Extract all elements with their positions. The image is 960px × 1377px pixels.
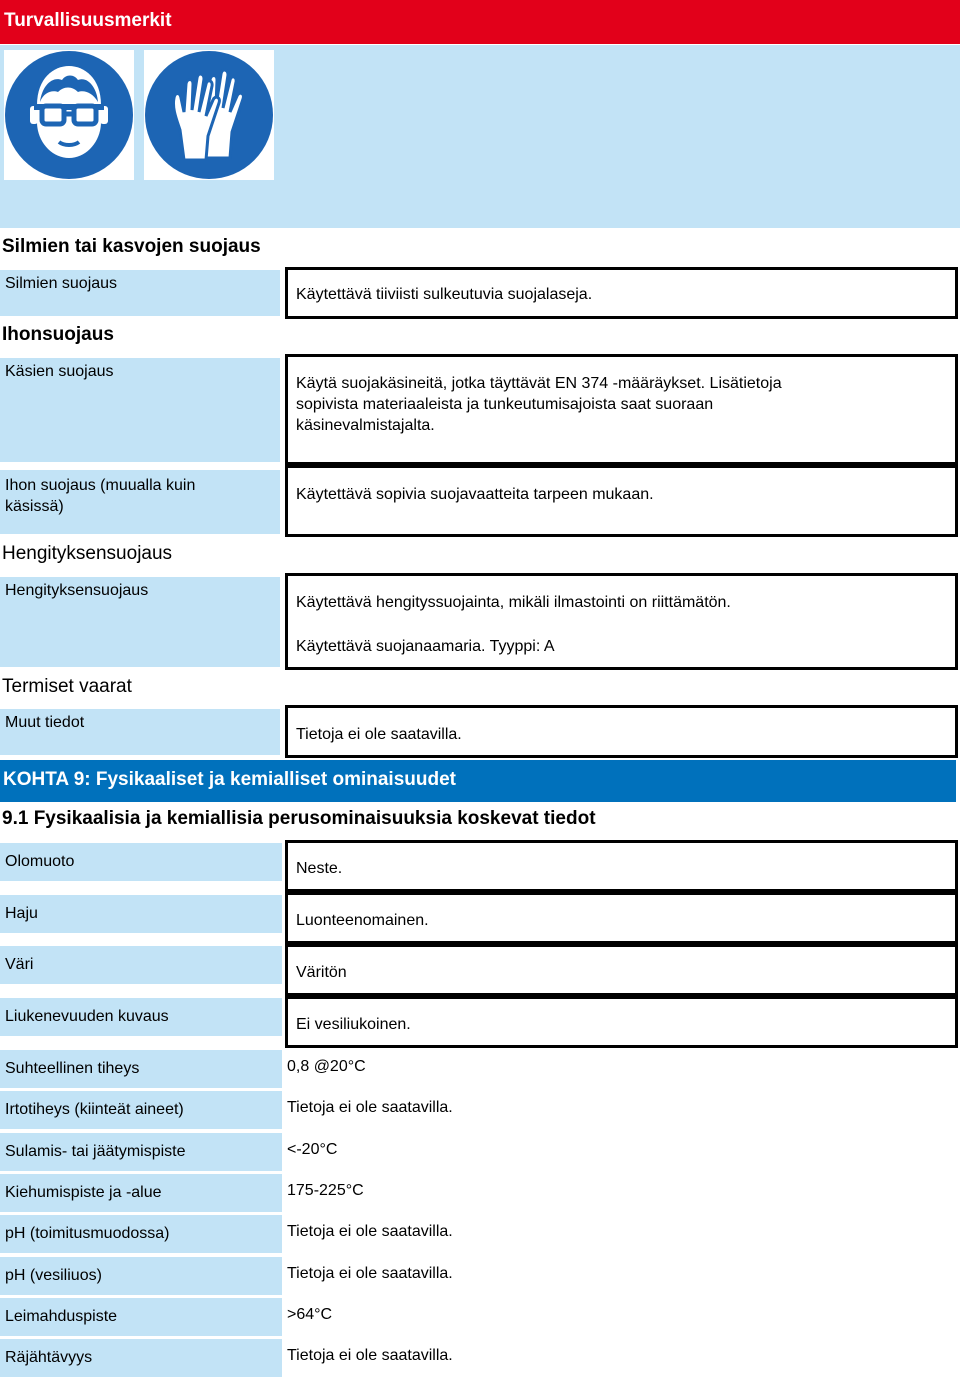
- property-value: >64°C: [287, 1306, 333, 1323]
- header-title: Turvallisuusmerkit: [4, 10, 172, 31]
- section-9-bar: [0, 760, 956, 802]
- property-value-box: [285, 944, 958, 996]
- property-label: Irtotiheys (kiinteät aineet): [0, 1091, 282, 1129]
- property-value: Luonteenomainen.: [296, 912, 429, 929]
- hand-protection-line: sopivista materiaaleista ja tunkeutumisajoista saat suoraan: [296, 396, 714, 413]
- property-value: 0,8 @20°C: [287, 1058, 366, 1075]
- body-protection-label-line: Ihon suojaus (muualla kuin: [5, 477, 196, 494]
- property-value: Tietoja ei ole saatavilla.: [287, 1099, 453, 1116]
- section-9-title: KOHTA 9: Fysikaaliset ja kemialliset ominaisuudet: [3, 769, 456, 790]
- body-protection-value-box: [285, 465, 958, 537]
- eye-protection-label: Silmien suojaus: [0, 270, 280, 316]
- thermal-other-value-box: [285, 705, 958, 758]
- eye-protection-heading: Silmien tai kasvojen suojaus: [2, 236, 261, 257]
- thermal-other-label: Muut tiedot: [0, 709, 280, 755]
- eye-protection-value: Käytettävä tiiviisti sulkeutuvia suojalaseja.: [296, 286, 593, 303]
- property-label: Haju: [0, 895, 282, 933]
- hand-protection-icon: [144, 50, 274, 180]
- property-value: Ei vesiliukoinen.: [296, 1016, 411, 1033]
- property-label: pH (toimitusmuodossa): [0, 1215, 282, 1253]
- property-value-box: [285, 892, 958, 944]
- property-label: Liukenevuuden kuvaus: [0, 998, 282, 1036]
- property-label: Sulamis- tai jäätymispiste: [0, 1133, 282, 1171]
- hand-protection-label: Käsien suojaus: [0, 358, 280, 462]
- property-label: Kiehumispiste ja -alue: [0, 1174, 282, 1212]
- respiratory-protection-heading: Hengityksensuojaus: [2, 543, 173, 564]
- hand-protection-line: Käytä suojakäsineitä, jotka täyttävät EN 374 -määräykset. Lisätietoja: [296, 375, 782, 392]
- property-value-box: [285, 996, 958, 1048]
- hand-protection-line: käsinevalmistajalta.: [296, 417, 435, 434]
- property-value: 175-225°C: [287, 1182, 364, 1199]
- header-bar: [0, 0, 960, 44]
- property-value: Väritön: [296, 964, 347, 981]
- property-value: Tietoja ei ole saatavilla.: [287, 1265, 453, 1282]
- section-9-subtitle: 9.1 Fysikaalisia ja kemiallisia perusominaisuuksia koskevat tiedot: [2, 808, 596, 829]
- property-label: Leimahduspiste: [0, 1298, 282, 1336]
- property-label: pH (vesiliuos): [0, 1257, 282, 1295]
- respiratory-protection-label: Hengityksensuojaus: [0, 577, 280, 667]
- property-value: <-20°C: [287, 1141, 338, 1158]
- body-protection-value: Käytettävä sopivia suojavaatteita tarpeen mukaan.: [296, 486, 654, 503]
- hand-protection-value: [296, 373, 782, 436]
- respiratory-protection-value: Käytettävä hengityssuojainta, mikäli ilmastointi on riittämätön.: [296, 594, 731, 611]
- property-label: Väri: [0, 946, 282, 984]
- thermal-hazards-heading: Termiset vaarat: [2, 676, 132, 697]
- property-value-box: [285, 840, 958, 892]
- respiratory-mask-value: Käytettävä suojanaamaria. Tyyppi: A: [296, 638, 555, 655]
- eye-protection-icon: [4, 50, 134, 180]
- body-protection-label: [0, 470, 280, 534]
- property-value: Tietoja ei ole saatavilla.: [287, 1347, 453, 1364]
- thermal-other-value: Tietoja ei ole saatavilla.: [296, 726, 462, 743]
- property-value: Tietoja ei ole saatavilla.: [287, 1223, 453, 1240]
- skin-protection-heading: Ihonsuojaus: [2, 324, 114, 345]
- eye-protection-value-box: [285, 267, 958, 319]
- respiratory-protection-value-box: [285, 573, 958, 670]
- property-label: Räjähtävyys: [0, 1339, 282, 1377]
- body-protection-label-line: käsissä): [5, 498, 64, 515]
- property-value: Neste.: [296, 860, 343, 877]
- hand-protection-value-box: [285, 354, 958, 465]
- property-label: Suhteellinen tiheys: [0, 1050, 282, 1088]
- property-label: Olomuoto: [0, 843, 282, 881]
